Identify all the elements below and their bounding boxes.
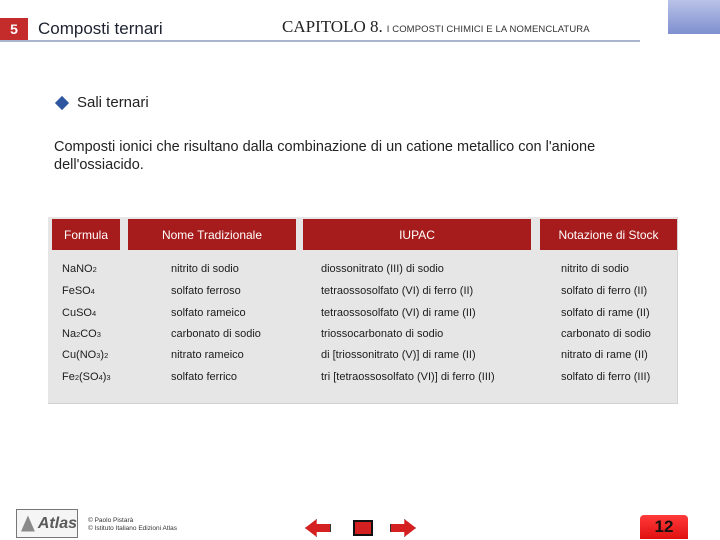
table-row	[48, 280, 677, 302]
traditional-name-cell: solfato ferrico	[171, 371, 238, 383]
previous-slide-button[interactable]	[305, 519, 331, 537]
formula-cell	[62, 366, 111, 388]
diamond-bullet-icon	[55, 95, 69, 109]
traditional-name-cell: solfato ferroso	[171, 285, 241, 297]
chapter-heading	[282, 17, 590, 37]
traditional-name-cell: carbonato di sodio	[171, 328, 261, 340]
formula-symbol: )	[102, 371, 107, 383]
formula-symbol: CO	[80, 328, 97, 340]
formula-subscript: 3	[96, 350, 101, 360]
formula-symbol: NO	[76, 263, 93, 275]
header-traditional-name: Nome Tradizionale	[128, 219, 296, 250]
atlas-logo	[16, 509, 78, 538]
table-row	[48, 344, 677, 366]
stock-notation-cell: solfato di rame (II)	[561, 307, 650, 319]
iupac-cell: tetraossosolfato (VI) di ferro (II)	[321, 285, 474, 297]
formula-symbol: Fe	[62, 371, 75, 383]
table-row	[48, 258, 677, 280]
iupac-cell: triossocarbonato di sodio	[321, 328, 444, 340]
description-text: Composti ionici che risultano dalla combinazione di un catione metallico con l'anione dell'ossiacido.	[54, 139, 596, 173]
header-divider	[0, 40, 640, 42]
traditional-name-cell: nitrato rameico	[171, 349, 244, 361]
formula-subscript: 2	[104, 350, 109, 360]
page-number: 12	[640, 515, 688, 539]
formula-symbol: Na	[62, 263, 77, 275]
formula-cell	[62, 280, 95, 302]
credit-publisher: © Istituto Italiano Edizioni Atlas	[88, 525, 177, 532]
formula-symbol: )	[100, 349, 105, 361]
formula-symbol: (SO	[79, 371, 99, 383]
stock-notation-cell: solfato di ferro (III)	[561, 371, 651, 383]
formula-symbol: Cu	[62, 307, 77, 319]
stock-notation-cell: carbonato di sodio	[561, 328, 651, 340]
chapter-number-badge: 5	[0, 18, 28, 40]
formula-subscript: 2	[74, 372, 80, 382]
next-slide-button[interactable]	[390, 519, 416, 537]
iupac-cell: diossonitrato (III) di sodio	[321, 263, 444, 275]
credits	[88, 517, 177, 533]
header-stock-notation: Notazione di Stock	[540, 219, 677, 250]
iupac-cell: tri [tetraossosolfato (VI)] di ferro (III)	[321, 371, 495, 383]
corner-decoration	[668, 0, 720, 34]
formula-symbol: SO	[76, 307, 92, 319]
formula-subscript: 3	[96, 329, 101, 339]
formula-subscript: 4	[90, 286, 95, 296]
formula-symbol: SO	[74, 285, 91, 297]
table-row	[48, 323, 677, 345]
bullet-heading	[57, 94, 149, 111]
formula-cell	[62, 258, 97, 280]
formula-symbol: Fe	[62, 285, 75, 297]
formula-symbol: Na	[62, 328, 77, 340]
atlas-logo-text: Atlas	[37, 514, 77, 532]
traditional-name-cell: solfato rameico	[171, 307, 246, 319]
formula-subscript: 4	[91, 308, 97, 318]
return-button[interactable]	[350, 519, 376, 537]
formula-subscript: 3	[106, 372, 111, 382]
atlas-logo-mark-icon	[21, 516, 35, 532]
header-formula: Formula	[52, 219, 120, 250]
formula-subscript: 2	[92, 264, 97, 274]
header-iupac: IUPAC	[303, 219, 531, 250]
previous-arrow-icon	[305, 519, 331, 537]
iupac-cell: tetraossosolfato (VI) di rame (II)	[321, 307, 476, 319]
formula-cell	[62, 323, 101, 345]
stock-notation-cell: nitrato di rame (II)	[561, 349, 648, 361]
iupac-cell: di [triossonitrato (V)] di rame (II)	[321, 349, 476, 361]
stock-notation-cell: solfato di ferro (II)	[561, 285, 648, 297]
formula-cell	[62, 344, 108, 366]
chapter-label: CAPITOLO 8.	[282, 17, 383, 36]
return-icon	[353, 520, 373, 536]
formula-subscript: 4	[98, 372, 103, 382]
table-row	[48, 366, 677, 388]
formula-subscript: 2	[76, 329, 81, 339]
stock-notation-cell: nitrito di sodio	[561, 263, 629, 275]
credit-author: © Paolo Pistarà	[88, 517, 134, 524]
section-title: Composti ternari	[38, 19, 163, 38]
next-arrow-icon	[390, 519, 416, 537]
formula-symbol: Cu(NO	[62, 349, 97, 361]
traditional-name-cell: nitrito di sodio	[171, 263, 239, 275]
table-row	[48, 302, 677, 324]
bullet-title: Sali ternari	[77, 94, 149, 111]
formula-cell	[62, 302, 96, 324]
chapter-subtitle: I COMPOSTI CHIMICI E LA NOMENCLATURA	[386, 24, 590, 35]
